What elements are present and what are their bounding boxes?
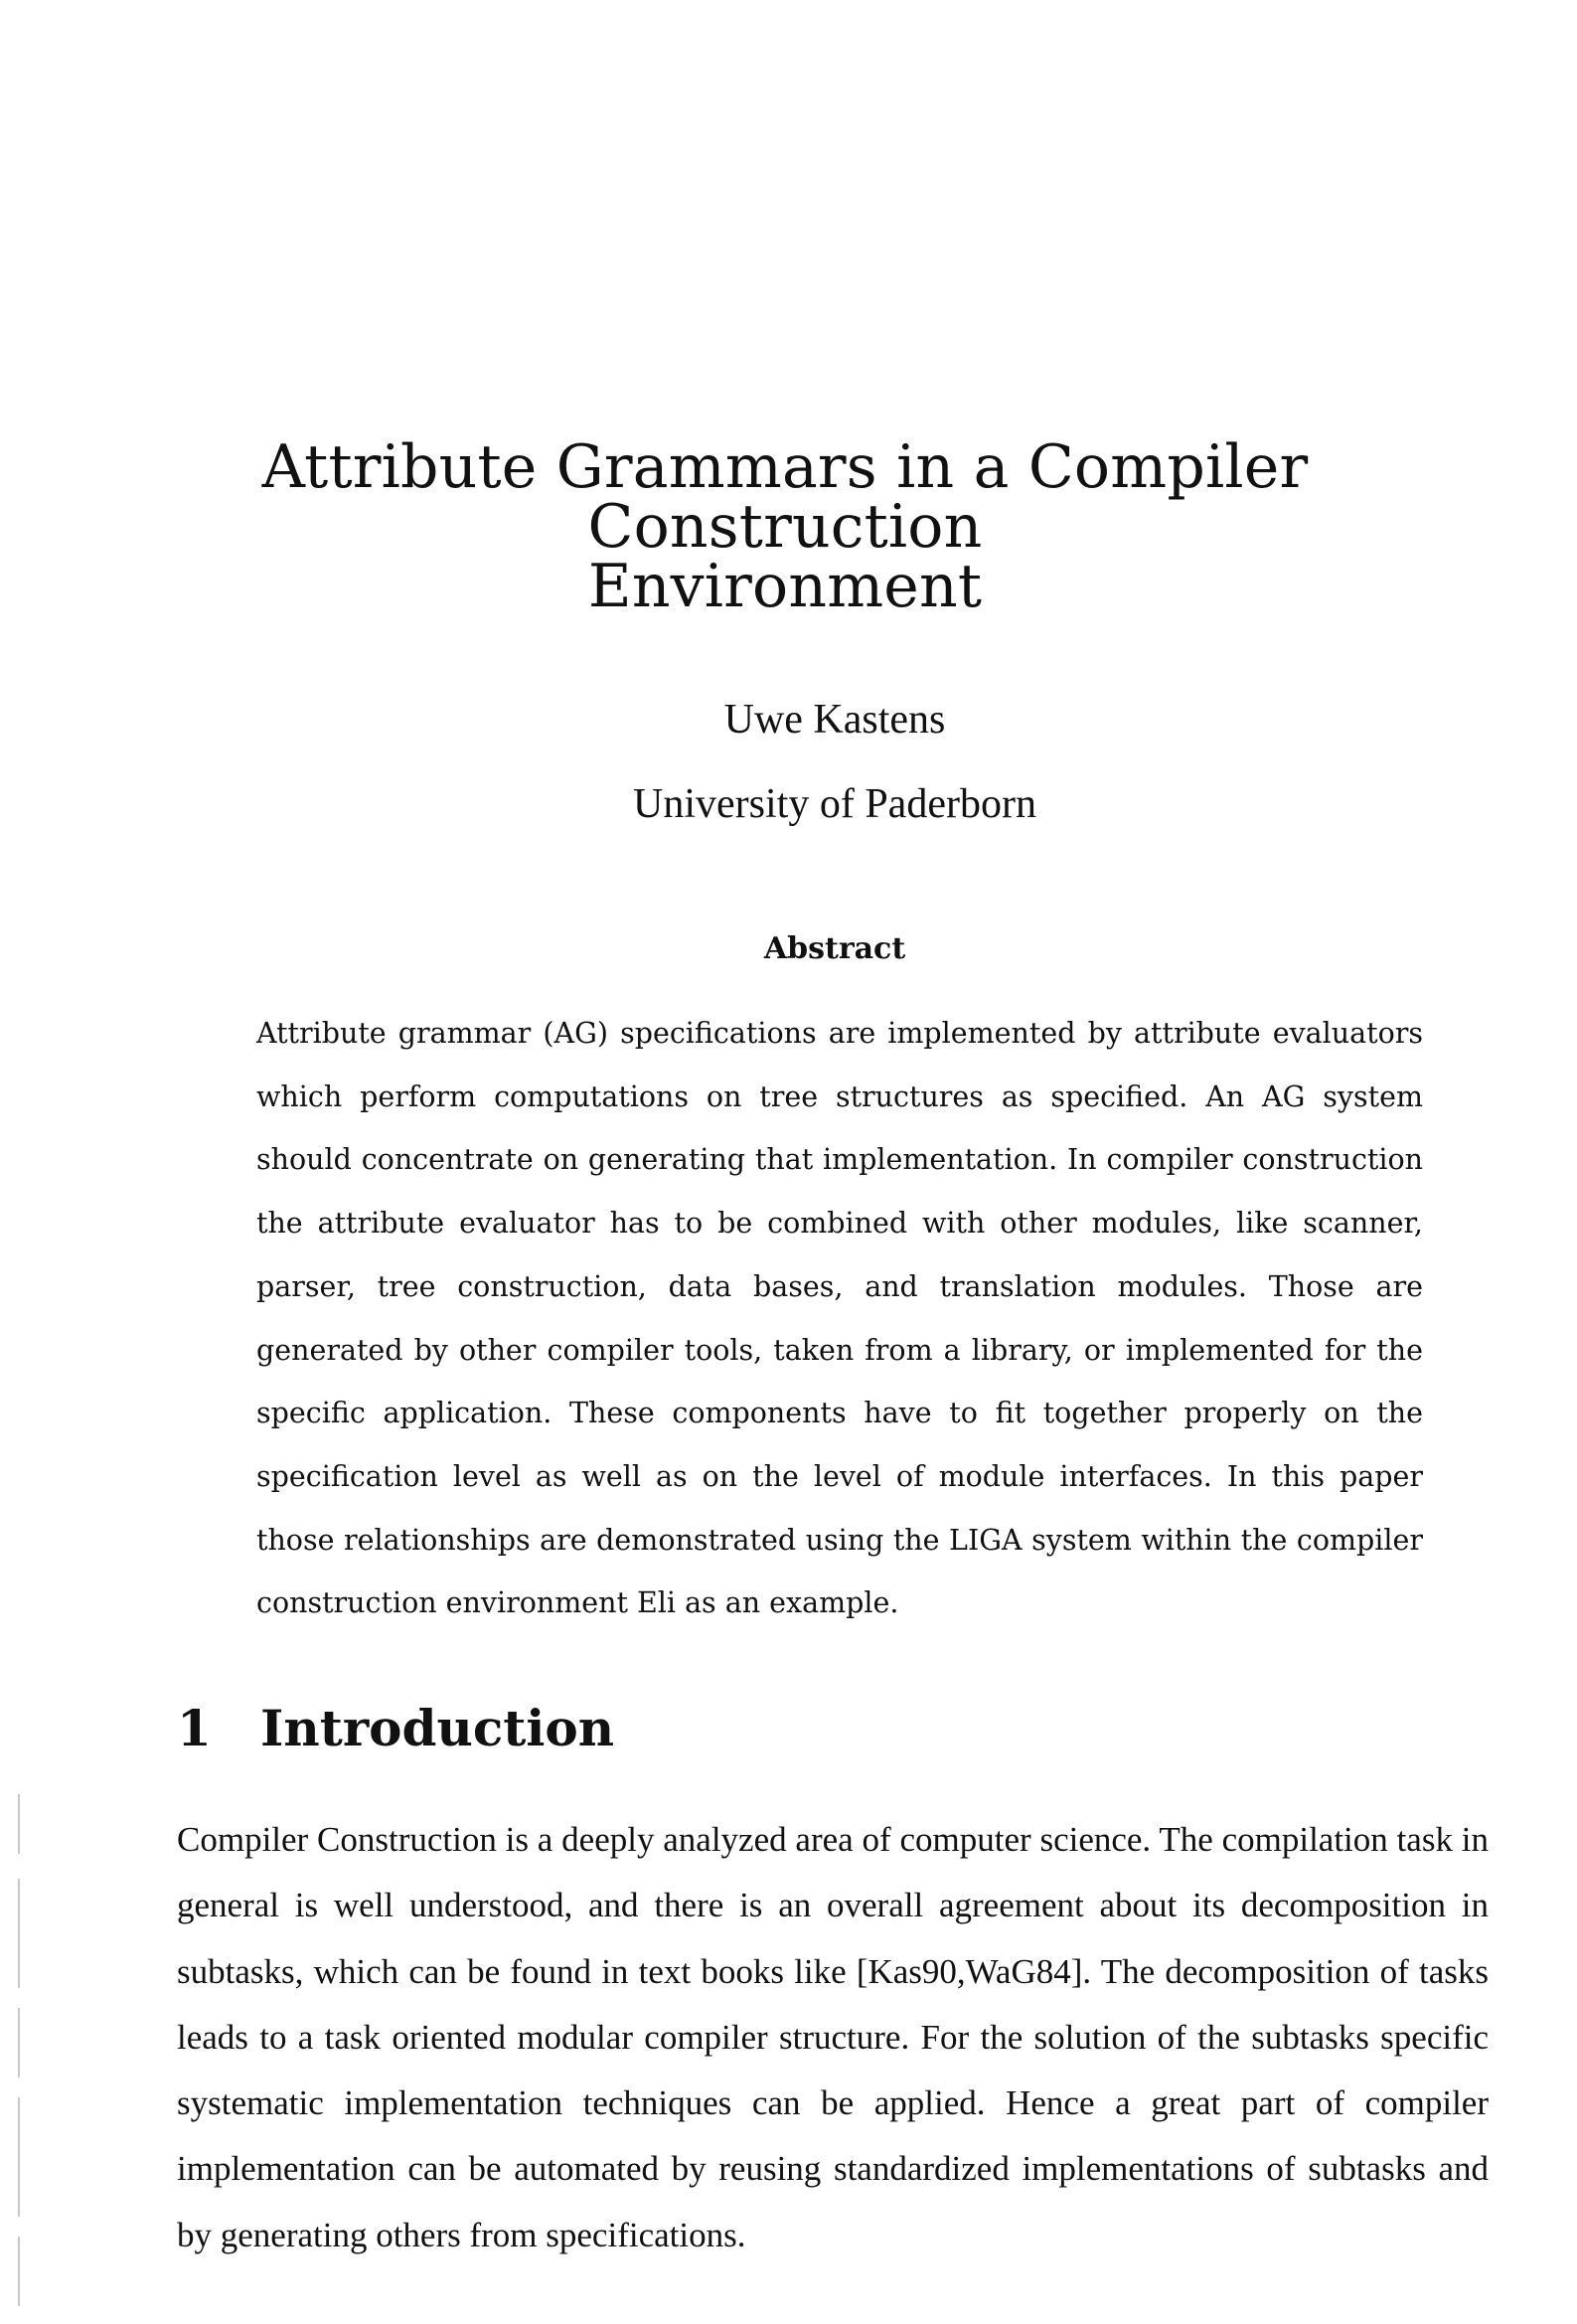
scan-artifact: [18, 2008, 20, 2077]
paper-title-line-2: Environment: [587, 552, 983, 621]
introduction-text: Compiler Construction is a deeply analyzed area of computer science. The compilation task in general is well understood, and there is an overall agreement about its decomposition in subtasks, which can be found in text books like [Kas90,WaG84]. The decomposition of tasks leads to a task oriented modular compiler structure. For the solution of the subtasks specific systematic implementation techniques can be applied. Hence a great part of compiler implementation can be automated by reusing standardized implementations of subtasks and by generating others from specifications.: [177, 1820, 1489, 2254]
scan-artifact: [18, 2237, 20, 2306]
scan-artifact: [18, 1879, 20, 1988]
section-heading: [177, 1699, 615, 1757]
scan-artifact: [18, 1794, 20, 1854]
section-title: Introduction: [260, 1699, 615, 1757]
author-affiliation: University of Paderborn: [633, 781, 1036, 827]
author-name: Uwe Kastens: [723, 697, 946, 743]
paper-title-line-1: Attribute Grammars in a Compiler Construction: [261, 432, 1309, 562]
abstract-text: Attribute grammar (AG) specifications are implemented by attribute evaluators which perform computations on tree structures as specified. An AG system should concentrate on generating that implementation. In compiler construction the attribute evaluator has to be combined with other modules, like scanner, parser, tree construction, data bases, and translation modules. Those are generated by other compiler tools, taken from a library, or implemented for the specific application. These components have to fit together properly on the specification level as well as on the level of module interfaces. In this paper those relationships are demonstrated using the LIGA system within the compiler construction environment Eli as an example.: [256, 1017, 1423, 1620]
section-number: 1: [177, 1699, 212, 1757]
scan-artifact: [18, 2097, 20, 2217]
abstract-heading: Abstract: [763, 931, 906, 966]
